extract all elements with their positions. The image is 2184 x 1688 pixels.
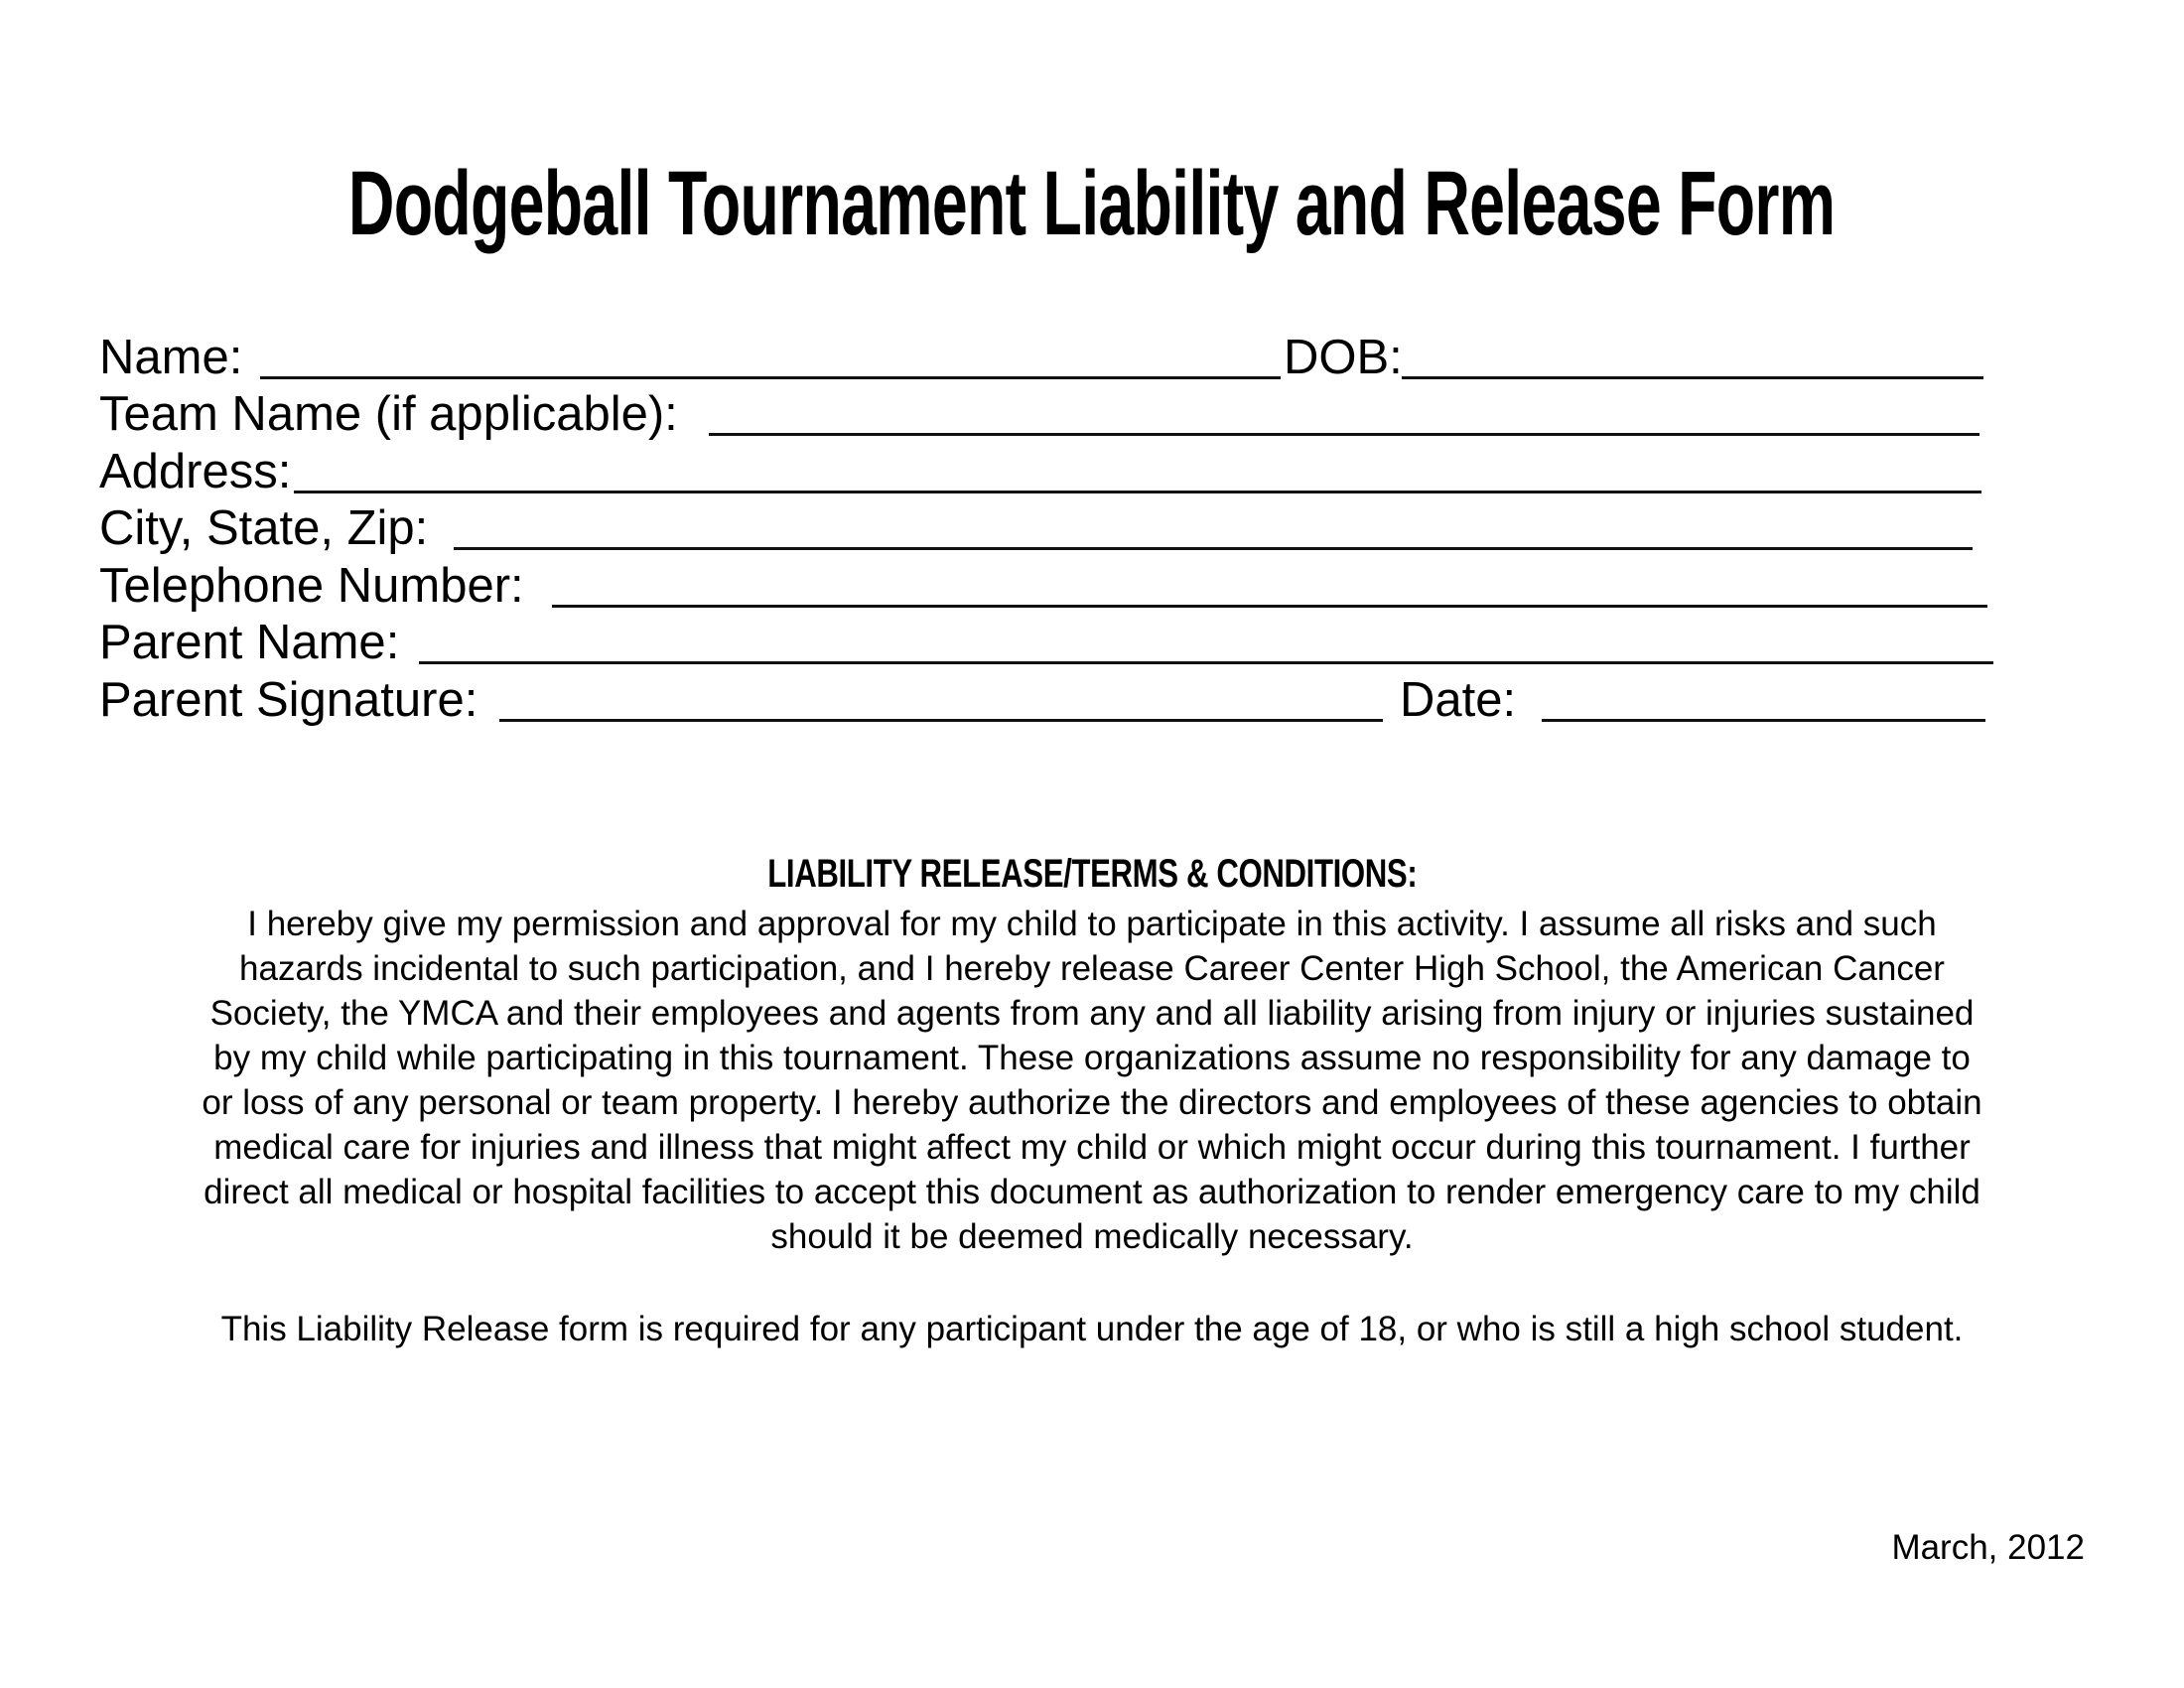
terms-line: should it be deemed medically necessary.: [770, 1217, 1414, 1256]
telephone-label: Telephone Number:: [99, 559, 524, 613]
date-field[interactable]: [1542, 719, 1985, 722]
terms-line: medical care for injuries and illness that might affect my child or which might occur during this tournament. I further: [213, 1128, 1971, 1167]
parent-name-label: Parent Name:: [99, 616, 400, 669]
city-state-zip-label: City, State, Zip:: [99, 501, 429, 555]
name-field[interactable]: [260, 376, 1281, 379]
terms-line: or loss of any personal or team property. I hereby authorize the directors and employees of these agencies to obtain: [202, 1083, 1982, 1122]
date-label: Date:: [1400, 673, 1517, 727]
terms-line: by my child while participating in this tournament. These organizations assume no responsibility for any damage to: [213, 1039, 1971, 1077]
terms-line: I hereby give my permission and approval for my child to participate in this activity. I assume all risks and such: [247, 905, 1937, 943]
terms-line: Society, the YMCA and their employees and agents from any and all liability arising from injury or injuries sustained: [209, 994, 1975, 1033]
terms-heading: LIABILITY RELEASE/TERMS & CONDITIONS:: [766, 852, 1418, 896]
terms-line: hazards incidental to such participation, and I hereby release Career Center High School, the American Cancer: [239, 949, 1945, 988]
city-state-zip-field[interactable]: [454, 547, 1973, 550]
form-title: Dodgeball Tournament Liability and Release Form: [348, 153, 1836, 254]
revision-date: March, 2012: [1891, 1528, 2085, 1567]
address-label: Address:: [99, 445, 292, 498]
terms-heading-container: [0, 849, 2184, 899]
dob-field[interactable]: [1402, 376, 1983, 379]
address-field[interactable]: [294, 491, 1981, 493]
telephone-field[interactable]: [552, 605, 1987, 608]
name-label: Name:: [99, 331, 243, 384]
team-name-field[interactable]: [709, 433, 1979, 436]
requirement-note: This Liability Release form is required for any participant under the age of 18, or who is still a high school student.: [220, 1310, 1964, 1348]
parent-name-field[interactable]: [419, 661, 1993, 664]
dob-label: DOB:: [1284, 331, 1403, 384]
parent-signature-label: Parent Signature:: [99, 673, 478, 727]
terms-line: direct all medical or hospital facilities to accept this document as authorization to render emergency care to my child: [204, 1173, 1980, 1211]
team-name-label: Team Name (if applicable):: [99, 387, 678, 441]
title-container: [0, 149, 2184, 258]
parent-signature-field[interactable]: [499, 719, 1383, 722]
